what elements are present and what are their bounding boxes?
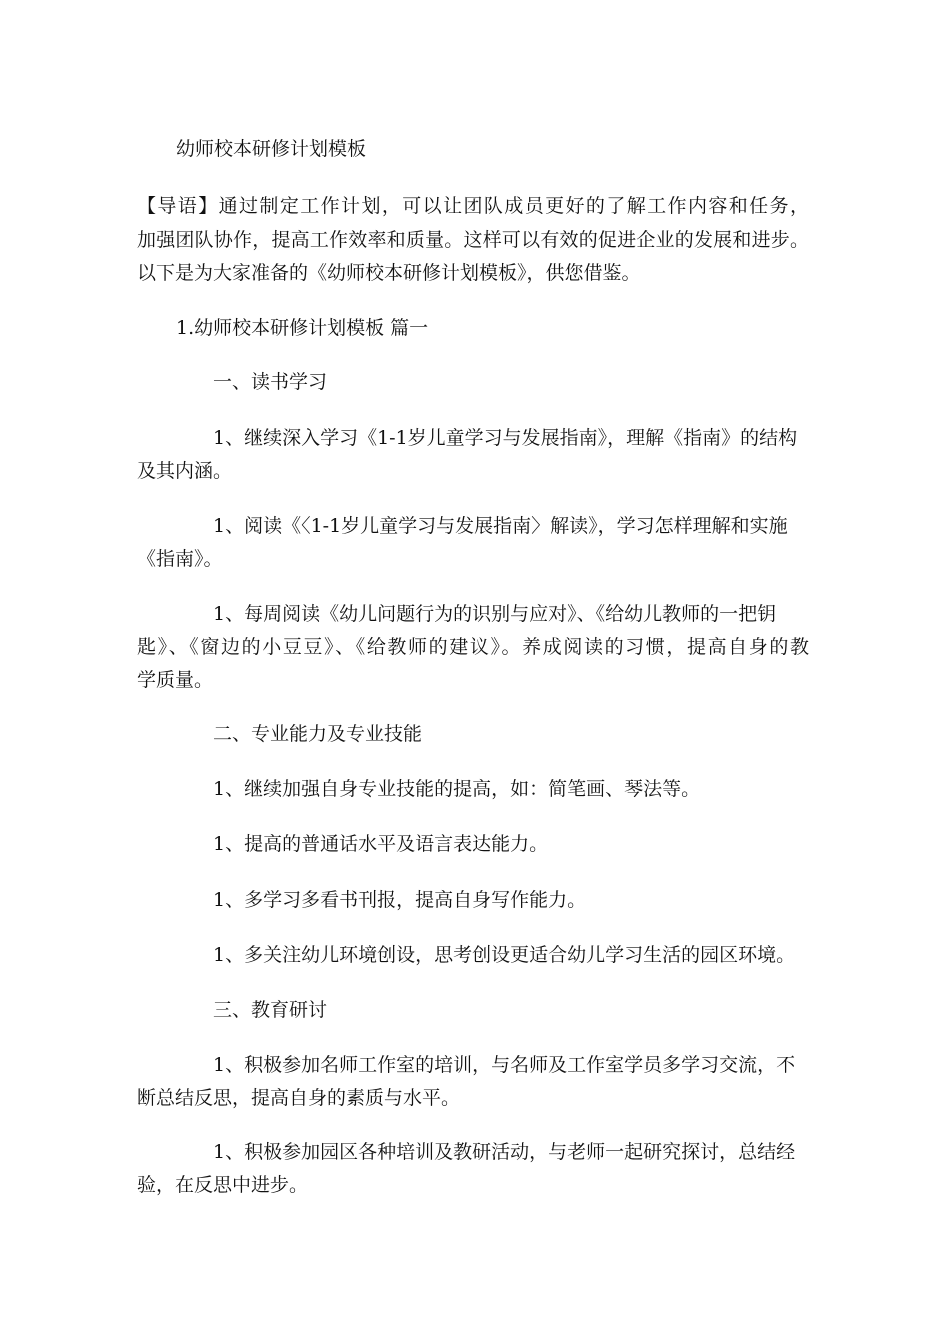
article-heading: 1.幼师校本研修计划模板 篇一 <box>176 317 429 339</box>
paragraph-1-3-line-2: 匙》、《窗边的小豆豆》、《给教师的建议》。养成阅读的习惯，提高自身的教 <box>137 636 809 658</box>
paragraph-3-2-line-2: 验，在反思中进步。 <box>137 1174 309 1196</box>
paragraph-1-3-line-3: 学质量。 <box>137 669 214 691</box>
paragraph-2-2: 1、提高的普通话水平及语言表达能力。 <box>213 833 549 855</box>
paragraph-2-4: 1、多关注幼儿环境创设，思考创设更适合幼儿学习生活的园区环境。 <box>213 944 796 966</box>
paragraph-3-1-line-2: 断总结反思，提高自身的素质与水平。 <box>137 1087 461 1109</box>
section-heading-1: 一、读书学习 <box>213 371 328 393</box>
document-title: 幼师校本研修计划模板 <box>176 138 367 160</box>
intro-line-1: 【导语】通过制定工作计划，可以让团队成员更好的了解工作内容和任务， <box>137 195 809 217</box>
paragraph-3-2-line-1: 1、积极参加园区各种培训及教研活动，与老师一起研究探讨，总结经 <box>213 1141 796 1163</box>
section-heading-3: 三、教育研讨 <box>213 999 328 1021</box>
intro-line-2: 加强团队协作，提高工作效率和质量。这样可以有效的促进企业的发展和进步。 <box>137 229 809 251</box>
paragraph-1-3-line-1: 1、每周阅读《幼儿问题行为的识别与应对》、《给幼儿教师的一把钥 <box>213 603 777 625</box>
paragraph-3-1-line-1: 1、积极参加名师工作室的培训，与名师及工作室学员多学习交流，不 <box>213 1054 796 1076</box>
paragraph-1-2-line-1: 1、阅读《〈1-1岁儿童学习与发展指南〉解读》，学习怎样理解和实施 <box>213 515 788 537</box>
intro-line-3: 以下是为大家准备的《幼师校本研修计划模板》，供您借鉴。 <box>137 262 641 284</box>
paragraph-1-1-line-1: 1、继续深入学习《1-1岁儿童学习与发展指南》，理解《指南》的结构 <box>213 427 798 449</box>
paragraph-1-1-line-2: 及其内涵。 <box>137 460 233 482</box>
paragraph-1-2-line-2: 《指南》。 <box>137 548 223 570</box>
paragraph-2-1: 1、继续加强自身专业技能的提高，如：简笔画、琴法等。 <box>213 778 701 800</box>
section-heading-2: 二、专业能力及专业技能 <box>213 723 423 745</box>
paragraph-2-3: 1、多学习多看书刊报，提高自身写作能力。 <box>213 889 587 911</box>
